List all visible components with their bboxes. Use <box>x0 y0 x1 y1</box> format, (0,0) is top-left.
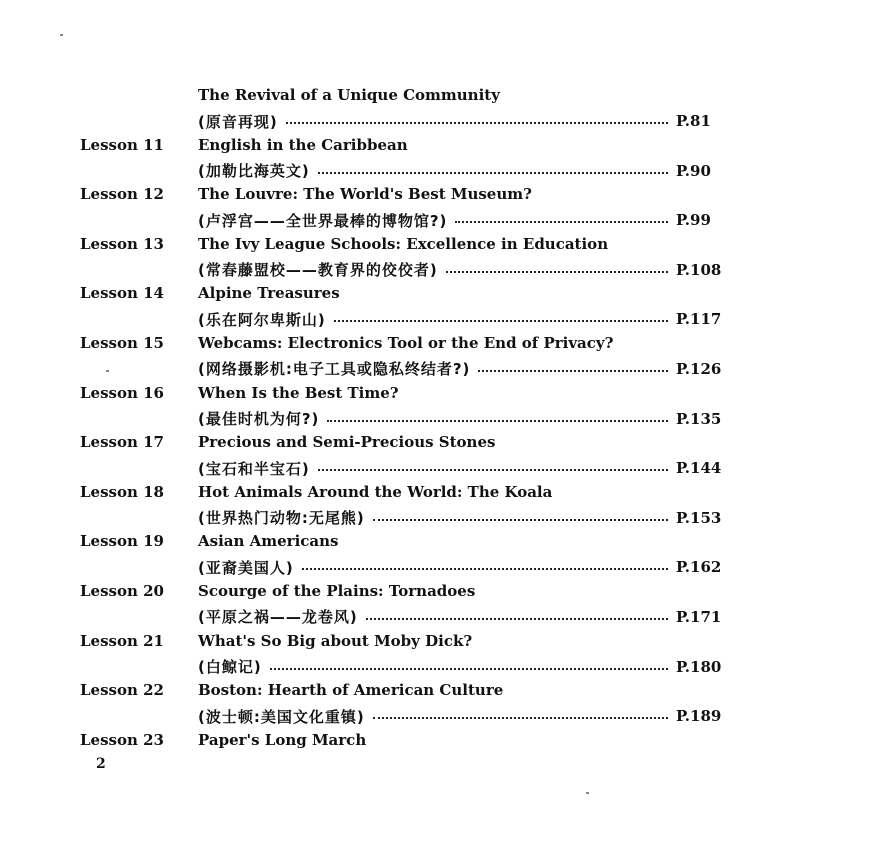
chinese-line <box>198 555 738 579</box>
page-reference: P.180 <box>676 657 722 676</box>
dot-leader <box>334 320 668 322</box>
lesson-label: Lesson 11 <box>80 135 164 154</box>
english-title: Asian Americans <box>198 532 339 551</box>
page-reference: P.108 <box>676 260 722 279</box>
dot-leader <box>318 172 668 174</box>
table-of-contents <box>0 84 870 778</box>
page-reference: P.81 <box>676 112 711 130</box>
english-title: Scourge of the Plains: Tornadoes <box>198 581 476 600</box>
lesson-label: Lesson 15 <box>80 333 164 352</box>
page-reference: P.99 <box>676 211 711 230</box>
dot-leader <box>286 122 668 124</box>
chinese-title: (乐在阿尔卑斯山) <box>198 310 326 329</box>
chinese-line <box>198 109 738 133</box>
chinese-title: (平原之祸——龙卷风) <box>198 608 358 627</box>
scan-speck <box>586 792 589 794</box>
toc-entry <box>0 134 870 184</box>
page-reference: P.171 <box>676 607 722 626</box>
chinese-title: (白鲸记) <box>198 658 262 677</box>
lesson-label: Lesson 22 <box>80 681 164 700</box>
dot-leader <box>318 469 668 471</box>
lesson-label: Lesson 16 <box>80 383 164 402</box>
english-title: The Ivy League Schools: Excellence in Education <box>198 234 609 253</box>
english-title: The Revival of a Unique Community <box>198 86 500 104</box>
toc-entry <box>0 530 870 580</box>
page-reference: P.90 <box>676 161 711 180</box>
toc-entry <box>0 679 870 729</box>
toc-entry <box>0 282 870 332</box>
english-title: When Is the Best Time? <box>198 383 399 402</box>
toc-entry <box>0 580 870 630</box>
toc-entry <box>0 382 870 432</box>
chinese-line <box>198 407 738 431</box>
chinese-title: (宝石和半宝石) <box>198 459 310 478</box>
lesson-label: Lesson 12 <box>80 185 164 204</box>
dot-leader <box>373 717 668 719</box>
scan-speck <box>106 370 109 372</box>
page-reference: P.126 <box>676 359 722 378</box>
chinese-line <box>198 258 738 282</box>
page-reference: P.144 <box>676 459 722 478</box>
toc-entry <box>0 729 870 779</box>
page-number: 2 <box>96 756 106 772</box>
chinese-title: (卢浮宫——全世界最棒的博物馆?) <box>198 211 448 230</box>
page-reference: P.162 <box>676 558 722 577</box>
dot-leader <box>478 370 668 372</box>
dot-leader <box>373 519 668 521</box>
toc-entry <box>0 84 870 134</box>
lesson-label: Lesson 23 <box>80 730 164 749</box>
english-title: English in the Caribbean <box>198 135 408 154</box>
lesson-label: Lesson 20 <box>80 581 164 600</box>
page-reference: P.153 <box>676 508 722 527</box>
toc-entry <box>0 332 870 382</box>
chinese-line <box>198 159 738 183</box>
english-title: Boston: Hearth of American Culture <box>198 681 504 700</box>
chinese-line <box>198 704 738 728</box>
toc-entry <box>0 481 870 531</box>
page-reference: P.117 <box>676 310 722 329</box>
english-title: What's So Big about Moby Dick? <box>198 631 473 650</box>
dot-leader <box>270 668 668 670</box>
page-reference: P.135 <box>676 409 722 428</box>
chinese-title: (最佳时机为何?) <box>198 410 320 429</box>
english-title: Webcams: Electronics Tool or the End of Privacy? <box>198 333 614 352</box>
lesson-label: Lesson 19 <box>80 532 164 551</box>
toc-entry <box>0 183 870 233</box>
toc-entry <box>0 630 870 680</box>
chinese-line <box>198 357 738 381</box>
chinese-line <box>198 307 738 331</box>
dot-leader <box>455 221 668 223</box>
dot-leader <box>302 568 668 570</box>
chinese-title: (波士顿:美国文化重镇) <box>198 707 365 726</box>
chinese-title: (加勒比海英文) <box>198 162 310 181</box>
dot-leader <box>446 271 668 273</box>
english-title: Alpine Treasures <box>198 284 340 303</box>
dot-leader <box>327 420 668 422</box>
toc-entry <box>0 431 870 481</box>
chinese-title: (亚裔美国人) <box>198 558 294 577</box>
chinese-line <box>198 506 738 530</box>
lesson-label: Lesson 21 <box>80 631 164 650</box>
dot-leader <box>366 618 668 620</box>
chinese-title: (原音再现) <box>198 112 278 131</box>
chinese-line <box>198 456 738 480</box>
english-title: Paper's Long March <box>198 730 367 749</box>
lesson-label: Lesson 14 <box>80 284 164 303</box>
page-reference: P.189 <box>676 707 722 726</box>
scan-speck <box>60 34 63 36</box>
chinese-title: (网络摄影机:电子工具或隐私终结者?) <box>198 360 471 379</box>
english-title: The Louvre: The World's Best Museum? <box>198 185 532 204</box>
toc-entry <box>0 233 870 283</box>
english-title: Hot Animals Around the World: The Koala <box>198 482 553 501</box>
chinese-line <box>198 605 738 629</box>
english-title: Precious and Semi-Precious Stones <box>198 433 496 452</box>
chinese-line <box>198 655 738 679</box>
lesson-label: Lesson 13 <box>80 234 164 253</box>
chinese-title: (常春藤盟校——教育界的佼佼者) <box>198 261 438 280</box>
chinese-title: (世界热门动物:无尾熊) <box>198 509 365 528</box>
lesson-label: Lesson 17 <box>80 433 164 452</box>
chinese-line <box>198 208 738 232</box>
lesson-label: Lesson 18 <box>80 482 164 501</box>
